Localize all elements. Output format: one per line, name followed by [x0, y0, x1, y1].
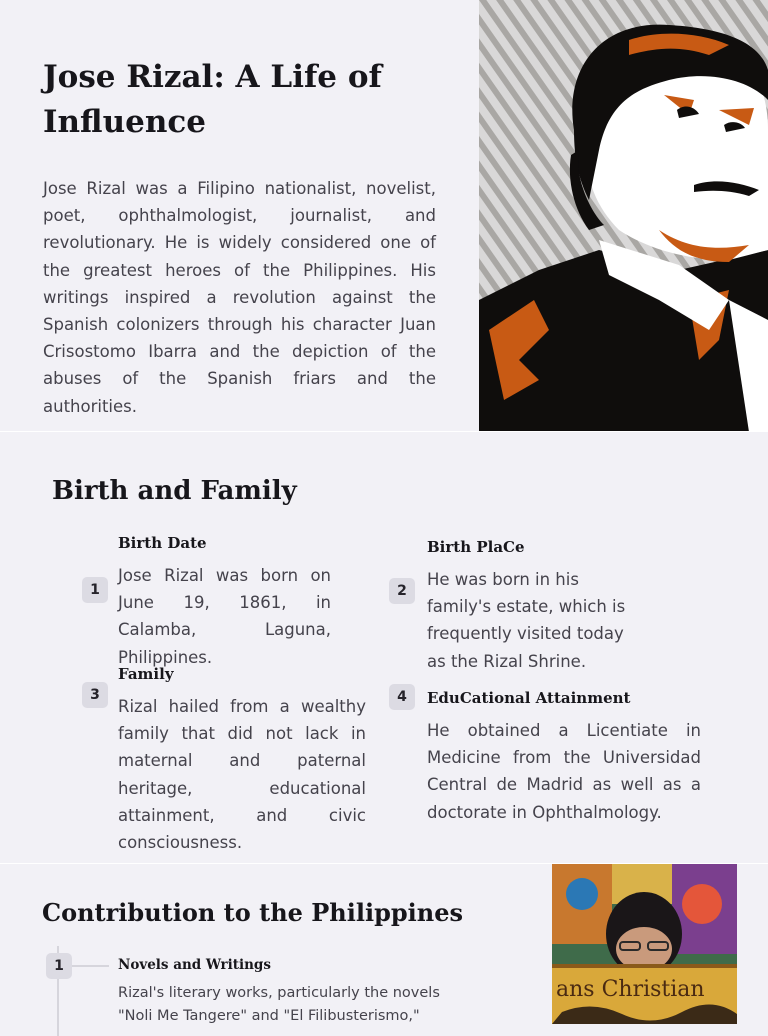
section-title-birth-family: Birth and Family [52, 476, 297, 506]
item-text-novels-writings: Rizal's literary works, particularly the novels "Noli Me Tangere" and "El Filibusterismo," [118, 985, 440, 1024]
birth-family-section [0, 432, 768, 862]
book-cover-text: ans Christian [556, 977, 705, 1002]
section-title-contribution: Contribution to the Philippines [42, 898, 464, 927]
item-title-educational-attainment: EduCational Attainment [427, 689, 631, 707]
contribution-section [0, 864, 768, 1024]
item-title-birth-date: Birth Date [118, 534, 207, 552]
item-title-novels-writings: Novels and Writings [118, 957, 271, 973]
item-text-family: Rizal hailed from a wealthy family that did not lack in maternal and paternal heritage, educational attainment, and civic consciousness. [118, 697, 366, 853]
page-title: Jose Rizal: A Life of Influence [43, 59, 382, 140]
item-title-family: Family [118, 665, 174, 683]
person-with-book-photo [552, 864, 737, 1024]
intro-section [0, 0, 768, 431]
number-badge: 4 [389, 684, 415, 710]
number-badge: 2 [389, 578, 415, 604]
number-badge: 3 [82, 682, 108, 708]
timeline-connector [71, 965, 109, 967]
rizal-portrait-image [479, 0, 768, 432]
number-badge: 1 [82, 577, 108, 603]
intro-paragraph: Jose Rizal was a Filipino nationalist, novelist, poet, ophthalmologist, journalist, and revolutionary. He is widely considered one of the greatest heroes of the Philippines. His writings inspired a revolution against the Spanish colonizers through his character Juan Crisostomo Ibarra and the depiction of the abuses of the Spanish friars and the authorities. [43, 179, 436, 416]
item-text-educational-attainment: He obtained a Licentiate in Medicine from the Universidad Central de Madrid as well as a doctorate in Ophthalmology. [427, 721, 701, 822]
number-badge: 1 [46, 953, 72, 979]
item-text-birth-place: He was born in his family's estate, which is frequently visited today as the Rizal Shrine. [427, 570, 626, 671]
item-title-birth-place: Birth PlaCe [427, 538, 525, 556]
item-text-birth-date: Jose Rizal was born on June 19, 1861, in Calamba, Laguna, Philippines. [118, 566, 331, 667]
